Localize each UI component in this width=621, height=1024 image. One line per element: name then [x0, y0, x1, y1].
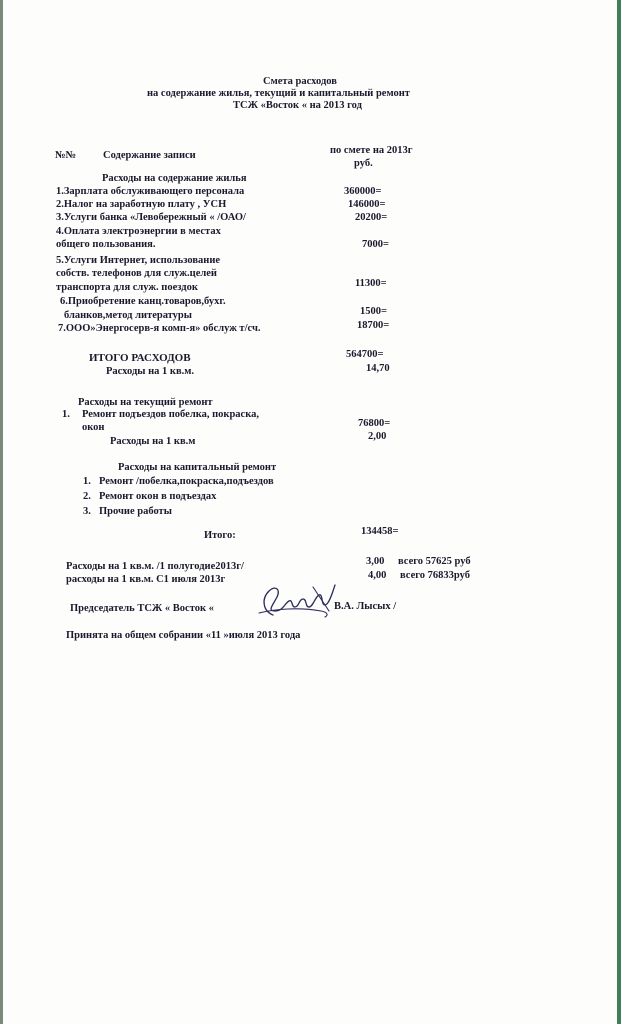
- current-repair-item-line1: Ремонт подъездов побелка, покраска,: [82, 409, 259, 420]
- current-repair-item-line2: окон: [82, 422, 105, 433]
- doc-title-line2: на содержание жилья, текущий и капитальный ремонт: [147, 88, 410, 99]
- rate-1-value: 3,00: [366, 556, 385, 567]
- current-repair-per-sqm-value: 2,00: [368, 431, 387, 442]
- housing-item-7-text: 7.ООО»Энергосерв-я комп-я» обслуж т/сч.: [58, 323, 261, 334]
- housing-item-6-amount: 1500=: [360, 306, 387, 317]
- housing-item-7-amount: 18700=: [357, 320, 390, 331]
- handwritten-signature: [255, 581, 337, 621]
- housing-item-4-amount: 7000=: [362, 239, 389, 250]
- current-repair-per-sqm-label: Расходы на 1 кв.м: [110, 436, 196, 447]
- chair-label: Председатель ТСЖ « Восток «: [70, 603, 214, 614]
- housing-per-sqm-label: Расходы на 1 кв.м.: [106, 366, 195, 377]
- housing-item-5-amount: 11300=: [355, 278, 387, 289]
- housing-item-6-text: 6.Приобретение канц.товаров,бухг.: [60, 296, 226, 307]
- col-budget-header: по смете на 2013г: [330, 145, 413, 156]
- housing-item-5-text: 5.Услуги Интернет, использование: [56, 255, 221, 266]
- rate-1-total: всего 57625 руб: [398, 556, 471, 567]
- housing-item-3-text: 3.Услуги банка «Левобережный « /ОАО/: [56, 212, 246, 223]
- rate-2-total: всего 76833руб: [400, 570, 470, 581]
- scan-edge-right: [617, 0, 621, 1024]
- col-description-header: Содержание записи: [103, 150, 196, 161]
- rate-1-label: Расходы на 1 кв.м. /1 полугодие2013г/: [66, 561, 244, 572]
- housing-item-6-text2: бланков,метод литературы: [64, 310, 192, 321]
- capital-repair-item-3-num: 3.: [83, 506, 91, 517]
- capital-repair-item-2-text: Ремонт окон в подъездах: [99, 491, 217, 502]
- housing-item-2-amount: 146000=: [348, 199, 386, 210]
- capital-repair-heading: Расходы на капитальный ремонт: [118, 462, 277, 473]
- housing-item-3-amount: 20200=: [355, 212, 388, 223]
- col-budget-unit: руб.: [354, 158, 373, 169]
- capital-repair-item-1-text: Ремонт /побелка,покраска,подъездов: [99, 476, 274, 487]
- current-repair-heading: Расходы на текущий ремонт: [78, 397, 213, 408]
- grand-total-amount: 134458=: [361, 526, 399, 537]
- housing-item-5-text2: собств. телефонов для служ.целей: [56, 268, 217, 279]
- housing-item-1-amount: 360000=: [344, 186, 382, 197]
- rate-2-label: расходы на 1 кв.м. С1 июля 2013г: [66, 574, 226, 585]
- housing-item-2-text: 2.Налог на заработную плату , УСН: [56, 199, 227, 210]
- scan-edge-left: [0, 0, 3, 1024]
- housing-item-1-text: 1.Зарплата обслуживающего персонала: [56, 186, 245, 197]
- housing-total-label: ИТОГО РАСХОДОВ: [89, 352, 191, 364]
- housing-total-amount: 564700=: [346, 349, 384, 360]
- chair-name: В.А. Лысых /: [334, 601, 397, 612]
- capital-repair-item-2-num: 2.: [83, 491, 91, 502]
- capital-repair-item-3-text: Прочие работы: [99, 506, 172, 517]
- grand-total-label: Итого:: [204, 530, 236, 541]
- housing-heading: Расходы на содержание жилья: [102, 173, 247, 184]
- approval-note: Принята на общем собрании «11 »июля 2013 года: [66, 630, 301, 641]
- rate-2-value: 4,00: [368, 570, 387, 581]
- housing-per-sqm-value: 14,70: [366, 363, 390, 374]
- current-repair-item-number: 1.: [62, 409, 70, 420]
- housing-item-4-text: 4.Оплата электроэнергии в местах: [56, 226, 221, 237]
- current-repair-amount: 76800=: [358, 418, 391, 429]
- doc-title-line3: ТСЖ «Восток « на 2013 год: [233, 100, 362, 111]
- col-number-header: №№: [55, 150, 77, 161]
- doc-title-line1: Смета расходов: [263, 76, 337, 87]
- capital-repair-item-1-num: 1.: [83, 476, 91, 487]
- housing-item-4-text2: общего пользования.: [56, 239, 156, 250]
- housing-item-5-text3: транспорта для служ. поездок: [56, 282, 198, 293]
